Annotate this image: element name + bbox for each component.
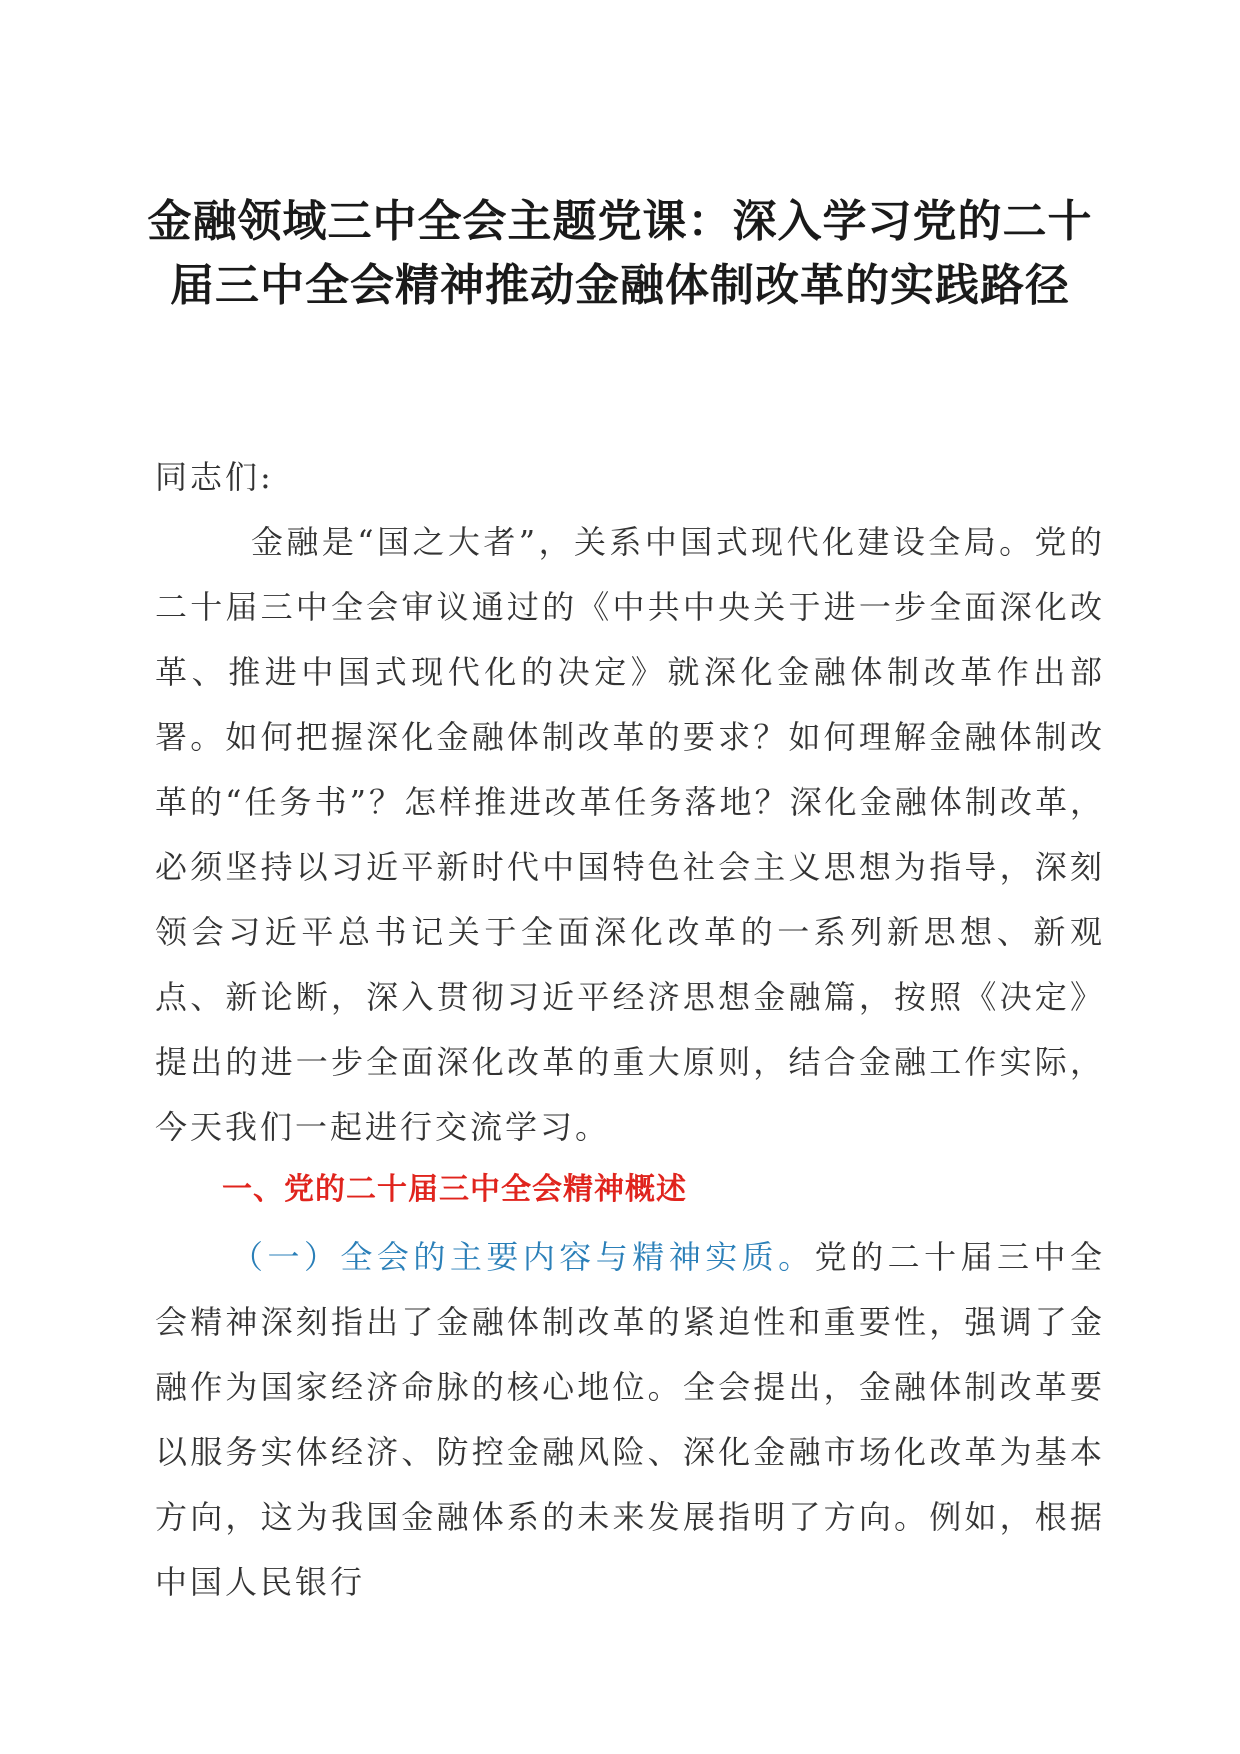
- section-heading-1: 一、党的二十届三中全会精神概述: [222, 1172, 687, 1207]
- document-title: 金融领域三中全会主题党课：深入学习党的二十届三中全会精神推动金融体制改革的实践路径: [147, 196, 1093, 311]
- salutation: 同志们:: [155, 458, 274, 496]
- intro-paragraph: 金融是“国之大者”，关系中国式现代化建设全局。党的二十届三中全会审议通过的《中共中央关于进一步全面深化改革、推进中国式现代化的决定》就深化金融体制改革作出部署。如何把握深化金融体制改革的要求？如何理解金融体制改革的“任务书”？怎样推进改革任务落地？深化金融体制改革，必须坚持以习近平新时代中国特色社会主义思想为指导，深刻领会习近平总书记关于全面深化改革的一系列新思想、新观点、新论断，深入贯彻习近平经济思想金融篇，按照《决定》提出的进一步全面深化改革的重大原则，结合金融工作实际，今天我们一起进行交流学习。: [155, 523, 1105, 1146]
- subsection-text-1: 党的二十届三中全会精神深刻指出了金融体制改革的紧迫性和重要性，强调了金融作为国家经济命脉的核心地位。全会提出，金融体制改革要以服务实体经济、防控金融风险、深化金融市场化改革为基本方向，这为我国金融体系的未来发展指明了方向。例如，根据中国人民银行: [155, 1238, 1105, 1601]
- subsection-heading-1: （一）全会的主要内容与精神实质。: [231, 1238, 815, 1276]
- subsection-paragraph-1: [155, 1225, 1105, 1615]
